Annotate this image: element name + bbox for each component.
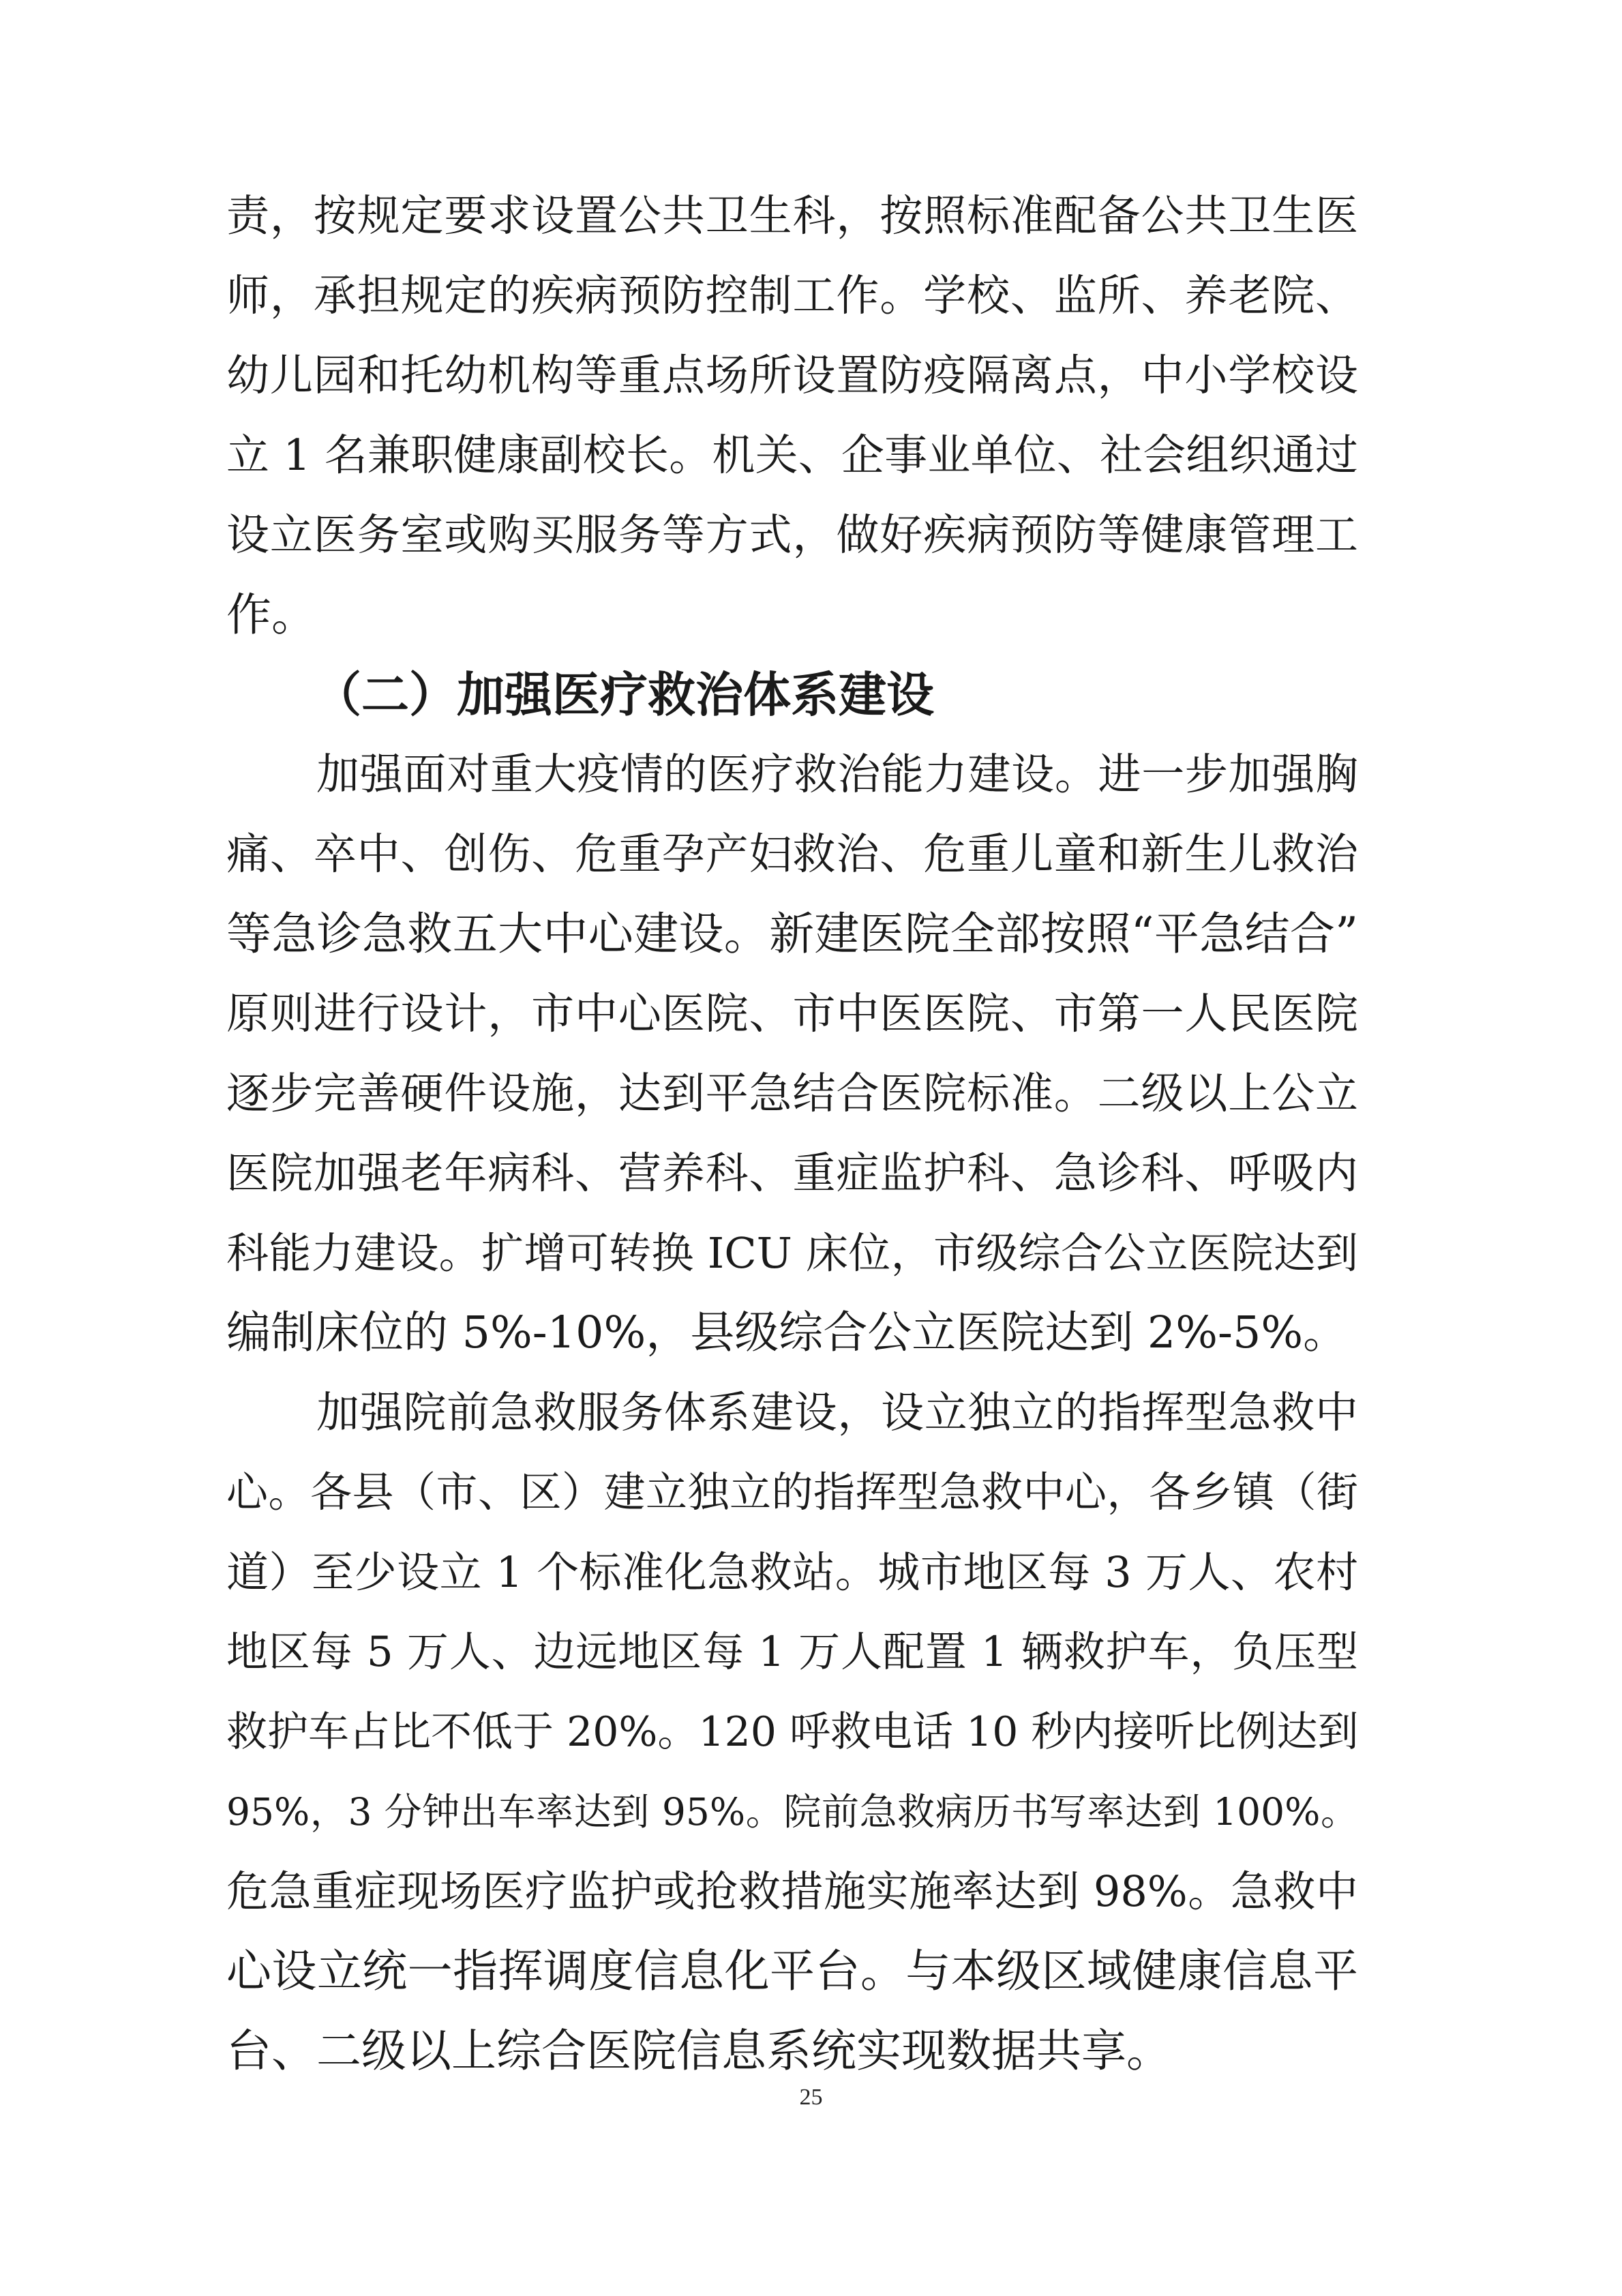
text-line: 台、二级以上综合医院信息系统实现数据共享。 — [226, 2025, 1171, 2077]
text-line: 逐步完善硬件设施，达到平急结合医院标准。二级以上公立 — [226, 1069, 1358, 1118]
text-line: 危急重症现场医疗监护或抢救措施实施率达到 98%。急救中 — [226, 1866, 1358, 1916]
text-line: 责，按规定要求设置公共卫生科，按照标准配备公共卫生医 — [226, 191, 1358, 241]
text-line: 幼儿园和托幼机构等重点场所设置防疫隔离点，中小学校设 — [226, 351, 1358, 400]
text-line: 原则进行设计，市中心医院、市中医医院、市第一人民医院 — [226, 989, 1358, 1039]
text-line: 心设立统一指挥调度信息化平台。与本级区域健康信息平 — [226, 1945, 1358, 1997]
text-line: 设立医务室或购买服务等方式，做好疾病预防等健康管理工 — [226, 510, 1358, 560]
text-line: 加强院前急救服务体系建设，设立独立的指挥型急救中 — [316, 1388, 1358, 1437]
text-line: 师，承担规定的疾病预防控制工作。学校、监所、养老院、 — [226, 271, 1358, 320]
text-line: 编制床位的 5%-10%，县级综合公立医院达到 2%-5%。 — [226, 1307, 1348, 1358]
text-line: 医院加强老年病科、营养科、重症监护科、急诊科、呼吸内 — [226, 1148, 1358, 1198]
text-line: 地区每 5 万人、边远地区每 1 万人配置 1 辆救护车，负压型 — [226, 1628, 1358, 1676]
text-line: 道）至少设立 1 个标准化急救站。城市地区每 3 万人、农村 — [226, 1547, 1358, 1597]
text-line: 救护车占比不低于 20%。120 呼救电话 10 秒内接听比例达到 — [226, 1708, 1359, 1756]
text-line: 加强面对重大疫情的医疗救治能力建设。进一步加强胸 — [316, 749, 1358, 799]
text-line: 立 1 名兼职健康副校长。机关、企事业单位、社会组织通过 — [226, 430, 1358, 480]
text-line: 95%，3 分钟出车率达到 95%。院前急救病历书写率达到 100%。 — [226, 1790, 1358, 1834]
text-line: 科能力建设。扩增可转换 ICU 床位，市级综合公立医院达到 — [226, 1228, 1358, 1278]
text-line: 心。各县（市、区）建立独立的指挥型急救中心，各乡镇（街 — [226, 1468, 1358, 1517]
text-line: 作。 — [226, 588, 316, 641]
text-line: 痛、卒中、创伤、危重孕产妇救治、危重儿童和新生儿救治 — [226, 829, 1358, 879]
page-number: 25 — [799, 2085, 823, 2110]
text-line: 等急诊急救五大中心建设。新建医院全部按照“平急结合” — [226, 908, 1358, 960]
section-heading: （二）加强医疗救治体系建设 — [314, 667, 934, 723]
